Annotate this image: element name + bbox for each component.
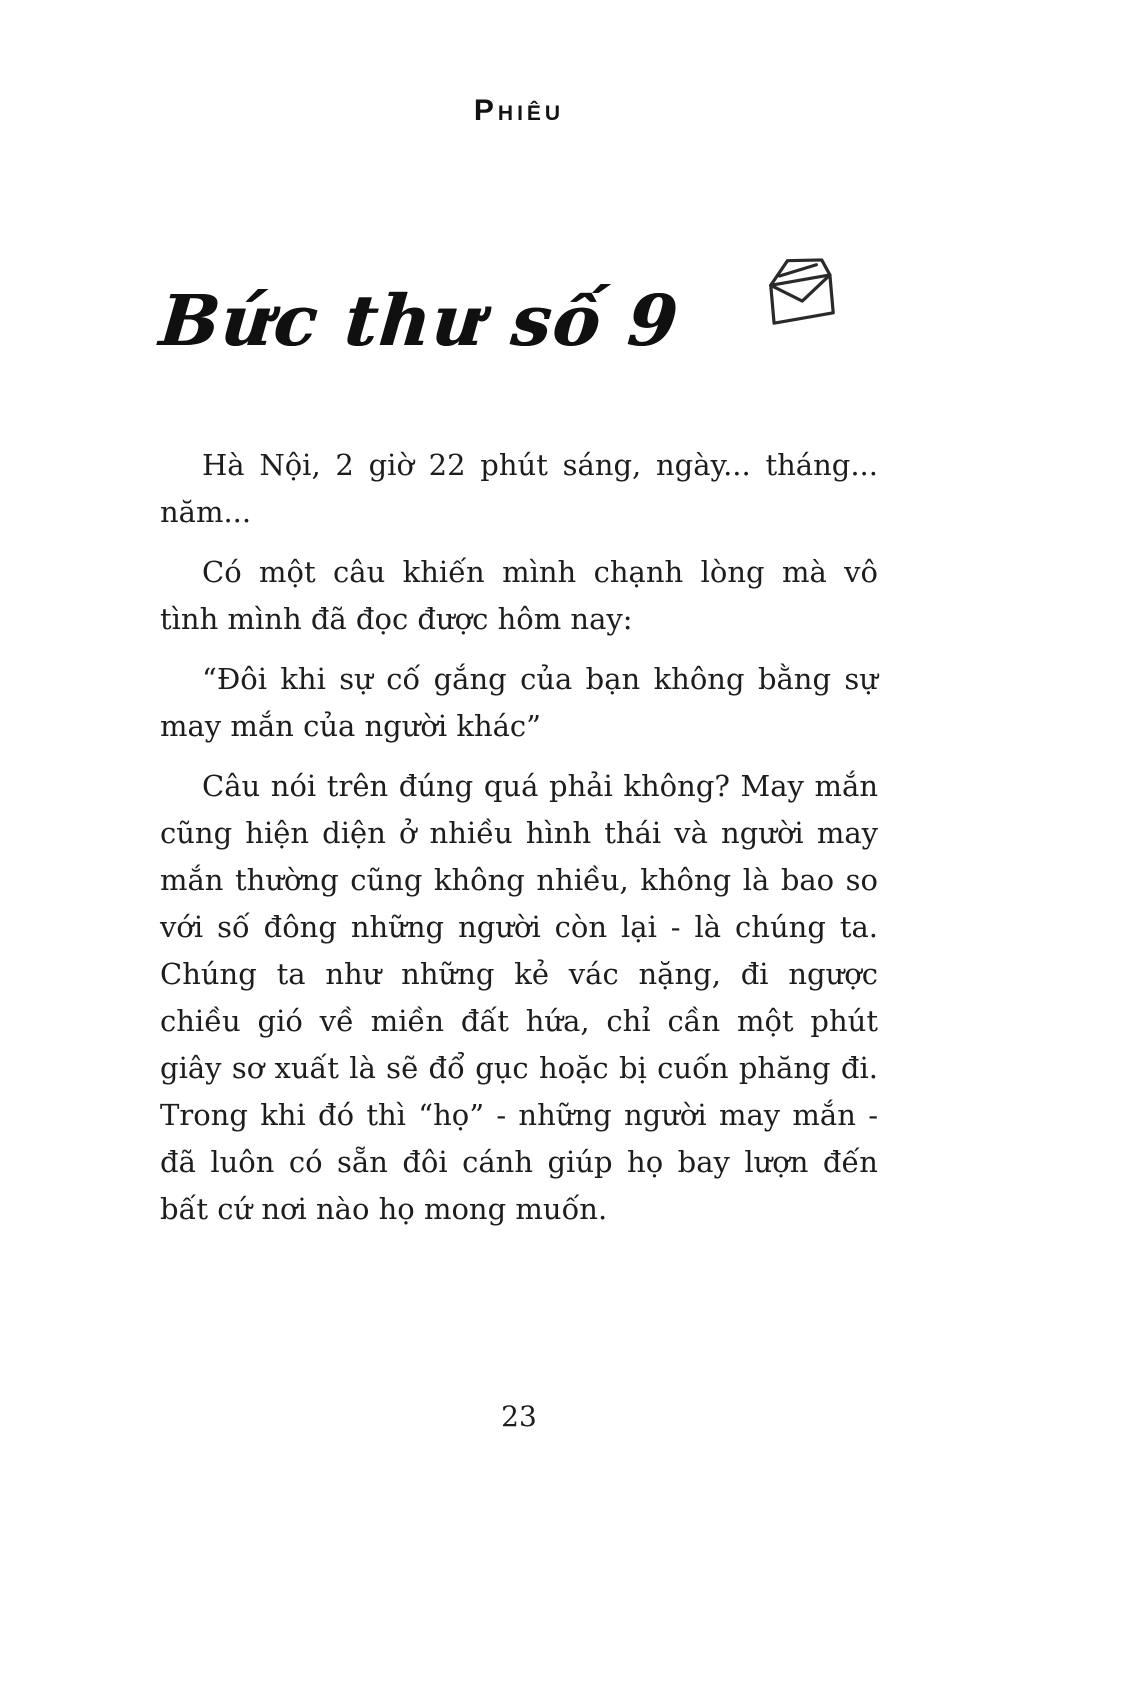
- paragraph-intro: Có một câu khiến mình chạnh lòng mà vô tình mình đã đọc được hôm nay:: [160, 555, 878, 636]
- page-number: 23: [501, 1400, 537, 1433]
- running-header: Phiêu: [473, 94, 565, 127]
- body-text: [160, 442, 878, 1233]
- chapter-title-row: [156, 279, 878, 366]
- envelope-icon: [756, 247, 848, 338]
- chapter-title: Bức thư số 9: [156, 279, 683, 362]
- paragraph-dateline: Hà Nội, 2 giờ 22 phút sáng, ngày... tháng... năm...: [160, 448, 878, 529]
- page-content: [156, 0, 878, 1246]
- paragraph-quote: “Đôi khi sự cố gắng của bạn không bằng sự may mắn của người khác”: [160, 662, 878, 743]
- paragraph-body: Câu nói trên đúng quá phải không? May mắn cũng hiện diện ở nhiều hình thái và người may mắn thường cũng không nhiều, không là bao so với số đông những người còn lại - là chúng ta. Chúng ta như những kẻ vác nặng, đi ngược chiều gió về miền đất hứa, chỉ cần một phút giây sơ xuất là sẽ đổ gục hoặc bị cuốn phăng đi. Trong khi đó thì “họ” - những người may mắn - đã luôn có sẵn đôi cánh giúp họ bay lượn đến bất cứ nơi nào họ mong muốn.: [160, 769, 878, 1226]
